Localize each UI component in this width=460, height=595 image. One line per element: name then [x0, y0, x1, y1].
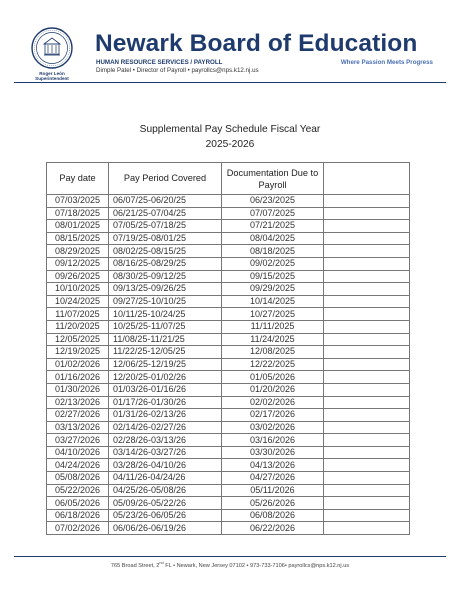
department-label: HUMAN RESOURCE SERVICES / PAYROLL: [96, 59, 223, 66]
table-row: [47, 207, 410, 220]
district-seal-icon: [31, 27, 73, 69]
blank-cell: [324, 232, 410, 245]
pay-date-cell: 07/18/2025: [47, 207, 109, 220]
table-row: [47, 383, 410, 396]
blank-cell: [324, 195, 410, 208]
documentation-due-cell: 03/02/2026: [222, 421, 324, 434]
documentation-due-cell: 05/26/2026: [222, 497, 324, 510]
pay-date-cell: 07/03/2025: [47, 195, 109, 208]
blank-cell: [324, 446, 410, 459]
documentation-due-cell: 07/21/2025: [222, 220, 324, 233]
documentation-due-cell: 03/30/2026: [222, 446, 324, 459]
blank-cell: [324, 295, 410, 308]
documentation-due-cell: 07/07/2025: [222, 207, 324, 220]
pay-date-cell: 12/05/2025: [47, 333, 109, 346]
documentation-due-cell: 11/11/2025: [222, 320, 324, 333]
documentation-due-cell: 09/29/2025: [222, 283, 324, 296]
pay-date-cell: 03/13/2026: [47, 421, 109, 434]
documentation-due-cell: 12/08/2025: [222, 346, 324, 359]
blank-cell: [324, 371, 410, 384]
blank-cell: [324, 245, 410, 258]
pay-period-cell: 05/23/26-06/05/26: [109, 509, 222, 522]
pay-period-cell: 06/06/26-06/19/26: [109, 522, 222, 535]
pay-date-cell: 11/20/2025: [47, 320, 109, 333]
documentation-due-cell: 04/13/2026: [222, 459, 324, 472]
footer-text-end: FL • Newark, New Jersey 07102 • 973-733-7106• payrollcs@nps.k12.nj.us: [163, 562, 350, 569]
document-title: Supplemental Pay Schedule Fiscal Year: [139, 124, 321, 135]
pay-period-cell: 12/06/25-12/19/25: [109, 358, 222, 371]
pay-period-cell: 03/28/26-04/10/26: [109, 459, 222, 472]
documentation-due-cell: 10/27/2025: [222, 308, 324, 321]
table-row: [47, 346, 410, 359]
header-blank: [324, 163, 410, 195]
pay-period-cell: 05/09/26-05/22/26: [109, 497, 222, 510]
footer-address: [0, 561, 460, 569]
blank-cell: [324, 333, 410, 346]
header-pay-date: Pay date: [47, 163, 109, 195]
blank-cell: [324, 509, 410, 522]
table-row: [47, 220, 410, 233]
pay-period-cell: 04/11/26-04/24/26: [109, 472, 222, 485]
pay-date-cell: 08/29/2025: [47, 245, 109, 258]
blank-cell: [324, 346, 410, 359]
documentation-due-cell: 03/16/2026: [222, 434, 324, 447]
documentation-due-cell: 06/22/2026: [222, 522, 324, 535]
superintendent-name: Roger León: [39, 71, 65, 76]
pay-period-cell: 07/05/25-07/18/25: [109, 220, 222, 233]
blank-cell: [324, 270, 410, 283]
table-row: [47, 522, 410, 535]
pay-date-cell: 12/19/2025: [47, 346, 109, 359]
blank-cell: [324, 484, 410, 497]
blank-cell: [324, 358, 410, 371]
pay-date-cell: 05/08/2026: [47, 472, 109, 485]
pay-period-cell: 01/03/26-01/16/26: [109, 383, 222, 396]
blank-cell: [324, 220, 410, 233]
documentation-due-cell: 02/02/2026: [222, 396, 324, 409]
table-row: [47, 446, 410, 459]
table-row: [47, 371, 410, 384]
table-row: [47, 257, 410, 270]
footer-text-start: 765 Broad Street, 2: [110, 562, 160, 569]
documentation-due-cell: 09/02/2025: [222, 257, 324, 270]
pay-period-cell: 10/25/25-11/07/25: [109, 320, 222, 333]
pay-date-cell: 01/02/2026: [47, 358, 109, 371]
table-row: [47, 270, 410, 283]
pay-period-cell: 03/14/26-03/27/26: [109, 446, 222, 459]
documentation-due-cell: 01/05/2026: [222, 371, 324, 384]
pay-period-cell: 07/19/25-08/01/25: [109, 232, 222, 245]
blank-cell: [324, 283, 410, 296]
header-divider: [14, 82, 446, 83]
blank-cell: [324, 409, 410, 422]
footer-divider: [14, 556, 446, 557]
pay-schedule-table: [46, 162, 410, 535]
blank-cell: [324, 434, 410, 447]
table-row: [47, 283, 410, 296]
blank-cell: [324, 497, 410, 510]
pay-date-cell: 08/15/2025: [47, 232, 109, 245]
documentation-due-cell: 09/15/2025: [222, 270, 324, 283]
superintendent-title: Superintendent: [35, 76, 69, 82]
pay-period-cell: 02/14/26-02/27/26: [109, 421, 222, 434]
tagline: Where Passion Meets Progress: [340, 59, 433, 66]
pay-period-cell: 09/27/25-10/10/25: [109, 295, 222, 308]
pay-period-cell: 11/08/25-11/21/25: [109, 333, 222, 346]
pay-date-cell: 10/24/2025: [47, 295, 109, 308]
pay-period-cell: 04/25/26-05/08/26: [109, 484, 222, 497]
header-documentation-due: Documentation Due to Payroll: [222, 163, 324, 195]
table-row: [47, 421, 410, 434]
table-header-row: [47, 163, 410, 195]
table-row: [47, 232, 410, 245]
pay-period-cell: 06/21/25-07/04/25: [109, 207, 222, 220]
documentation-due-cell: 02/17/2026: [222, 409, 324, 422]
pay-period-cell: 08/02/25-08/15/25: [109, 245, 222, 258]
pay-date-cell: 10/10/2025: [47, 283, 109, 296]
table-body: [47, 195, 410, 535]
table-row: [47, 409, 410, 422]
documentation-due-cell: 08/04/2025: [222, 232, 324, 245]
documentation-due-cell: 12/22/2025: [222, 358, 324, 371]
documentation-due-cell: 04/27/2026: [222, 472, 324, 485]
pay-period-cell: 08/30/25-09/12/25: [109, 270, 222, 283]
pay-date-cell: 06/05/2026: [47, 497, 109, 510]
table-row: [47, 396, 410, 409]
blank-cell: [324, 383, 410, 396]
brand-title: Newark Board of Education: [95, 30, 418, 57]
seal-caption: [20, 71, 84, 82]
pay-period-cell: 08/16/25-08/29/25: [109, 257, 222, 270]
pay-date-cell: 01/16/2026: [47, 371, 109, 384]
table-row: [47, 308, 410, 321]
pay-date-cell: 08/01/2025: [47, 220, 109, 233]
pay-date-cell: 02/27/2026: [47, 409, 109, 422]
pay-period-cell: 06/07/25-06/20/25: [109, 195, 222, 208]
pay-period-cell: 09/13/25-09/26/25: [109, 283, 222, 296]
documentation-due-cell: 06/23/2025: [222, 195, 324, 208]
table-row: [47, 509, 410, 522]
blank-cell: [324, 522, 410, 535]
pay-period-cell: 11/22/25-12/05/25: [109, 346, 222, 359]
table-row: [47, 245, 410, 258]
pay-date-cell: 07/02/2026: [47, 522, 109, 535]
pay-date-cell: 04/24/2026: [47, 459, 109, 472]
document-subtitle: 2025-2026: [205, 139, 255, 150]
table-row: [47, 358, 410, 371]
pay-date-cell: 01/30/2026: [47, 383, 109, 396]
pay-date-cell: 05/22/2026: [47, 484, 109, 497]
documentation-due-cell: 06/08/2026: [222, 509, 324, 522]
blank-cell: [324, 472, 410, 485]
documentation-due-cell: 10/14/2025: [222, 295, 324, 308]
pay-period-cell: 01/31/26-02/13/26: [109, 409, 222, 422]
table-row: [47, 434, 410, 447]
contact-line: Dimple Patel • Director of Payroll • payrollcs@nps.k12.nj.us: [96, 67, 259, 74]
pay-date-cell: 04/10/2026: [47, 446, 109, 459]
blank-cell: [324, 459, 410, 472]
documentation-due-cell: 08/18/2025: [222, 245, 324, 258]
pay-date-cell: 03/27/2026: [47, 434, 109, 447]
pay-date-cell: 02/13/2026: [47, 396, 109, 409]
blank-cell: [324, 308, 410, 321]
table-row: [47, 195, 410, 208]
blank-cell: [324, 257, 410, 270]
pay-period-cell: 01/17/26-01/30/26: [109, 396, 222, 409]
pay-date-cell: 06/18/2026: [47, 509, 109, 522]
pay-period-cell: 12/20/25-01/02/26: [109, 371, 222, 384]
pay-date-cell: 09/12/2025: [47, 257, 109, 270]
pay-period-cell: 10/11/25-10/24/25: [109, 308, 222, 321]
blank-cell: [324, 396, 410, 409]
documentation-due-cell: 11/24/2025: [222, 333, 324, 346]
table-row: [47, 484, 410, 497]
pay-date-cell: 09/26/2025: [47, 270, 109, 283]
table-row: [47, 459, 410, 472]
blank-cell: [324, 421, 410, 434]
table-row: [47, 320, 410, 333]
pay-period-cell: 02/28/26-03/13/26: [109, 434, 222, 447]
documentation-due-cell: 01/20/2026: [222, 383, 324, 396]
documentation-due-cell: 05/11/2026: [222, 484, 324, 497]
table-row: [47, 497, 410, 510]
pay-date-cell: 11/07/2025: [47, 308, 109, 321]
table-row: [47, 333, 410, 346]
table-row: [47, 295, 410, 308]
table-row: [47, 472, 410, 485]
header-pay-period: Pay Period Covered: [109, 163, 222, 195]
blank-cell: [324, 320, 410, 333]
footer-superscript: nd: [159, 561, 164, 565]
blank-cell: [324, 207, 410, 220]
